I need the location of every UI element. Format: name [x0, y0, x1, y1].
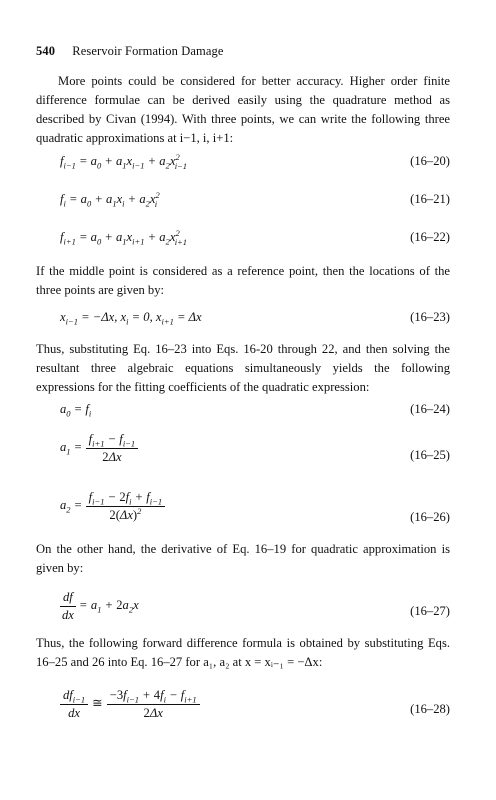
equation-16-24: $a_0 = f_i$ (16–24): [60, 402, 450, 419]
equation-number: (16–20): [410, 154, 450, 168]
equation-16-26: $a_2$ = $\frac{f_{i-1} - 2f_i + f_{i-1}}{2(\Delta x)^2}$: [60, 490, 165, 523]
paragraph-3: Thus, substituting Eq. 16–23 into Eqs. 16-20 through 22, and then solving the resultant three algebraic equations simultaneously yields the following expressions for the fitting coefficients of the quadratic expression:: [36, 342, 450, 394]
header-title: Reservoir Formation Damage: [72, 44, 224, 58]
equation-16-28: $\frac{df_{i-1}}{dx}$ ≅ $\frac{-3f_{i-1} + 4f_i - f_{i+1}}{2\Delta x}$: [60, 688, 200, 721]
equation-number: (16–21): [410, 192, 450, 206]
paragraph-4: On the other hand, the derivative of Eq. 16–19 for quadratic approximation is given by:: [36, 542, 450, 575]
equation-number: (16–25): [410, 448, 450, 462]
paragraph-1: More points could be considered for better accuracy. Higher order finite difference formulae can be derived easily using the quadrature method as described by Civan (1994). With three points, we can write the following three quadratic approximations at i−1, i, i+1:: [36, 74, 450, 145]
page-number: 540: [36, 44, 56, 58]
equation-16-20: $f_{i-1} = a_0 + a_1x_{i-1} + a_2x^2_{i-1}$ (16–20): [60, 151, 450, 171]
paragraph-5: Thus, the following forward difference formula is obtained by substituting Eqs. 16–25 and 26 into Eq. 16–27 for a₁, a₂ at x = xᵢ₋₁ = −Δx:: [36, 636, 450, 669]
equation-number: (16–27): [410, 604, 450, 618]
equation-16-21: $f_i = a_0 + a_1x_i + a_2x^2_i$ (16–21): [60, 189, 450, 209]
equation-number: (16–24): [410, 402, 450, 416]
equation-number: (16–28): [410, 702, 450, 716]
equation-number: (16–23): [410, 310, 450, 324]
equation-16-22: $f_{i+1} = a_0 + a_1x_{i+1} + a_2x^2_{i+1}$ (16–22): [60, 227, 450, 247]
running-header: [36, 44, 223, 59]
equation-16-25: $a_1$ = $\frac{f_{i+1} - f_{i-1}}{2\Delta x}$: [60, 432, 138, 465]
equation-number: (16–26): [410, 510, 450, 524]
equation-number: (16–22): [410, 230, 450, 244]
equation-16-27: $\frac{df}{dx}$ = $a_1 + 2a_2x$: [61, 590, 139, 622]
paragraph-2: If the middle point is considered as a reference point, then the locations of the three points are given by:: [36, 264, 450, 297]
equation-16-23: $x_{i-1} = -\Delta x$, $x_i = 0$, $x_{i+1} = \Delta x$ (16–23): [60, 310, 450, 327]
